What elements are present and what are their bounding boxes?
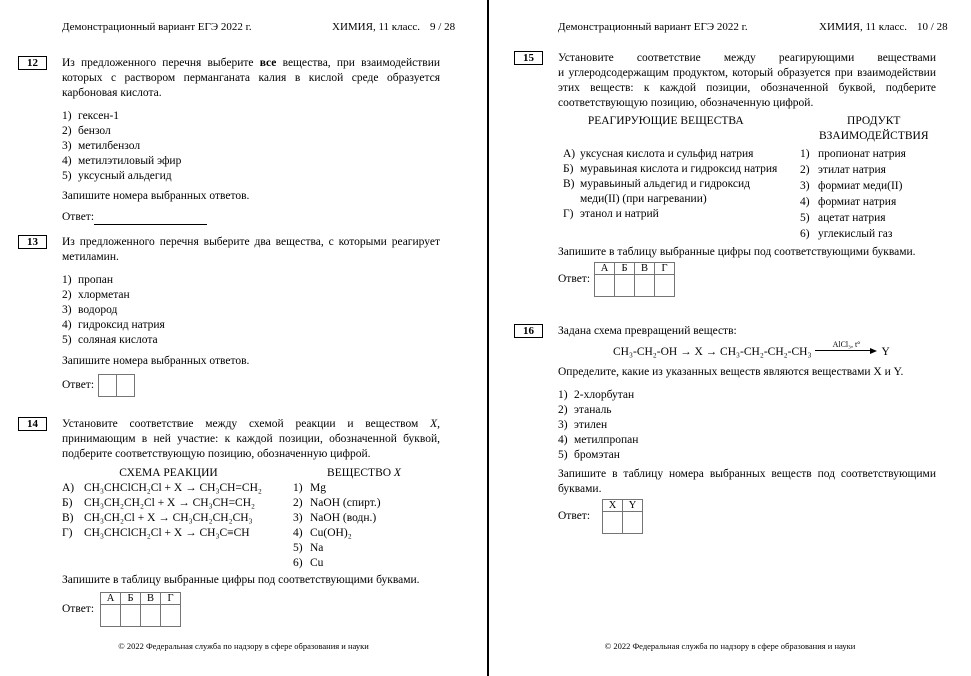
option-text: уксусный альдегид xyxy=(78,170,172,182)
product-text: формиат меди(II) xyxy=(818,180,903,192)
column-header-reactions: СХЕМА РЕАКЦИИ xyxy=(119,467,218,479)
reagent-text: муравьиная кислота и гидроксид натрия xyxy=(580,163,778,175)
reagent-text: уксусная кислота и сульфид натрия xyxy=(580,148,754,160)
header-doc-title: Демонстрационный вариант ЕГЭ 2022 г. xyxy=(558,21,748,33)
option-row xyxy=(62,109,440,124)
substance-row xyxy=(293,526,440,541)
question-13 xyxy=(27,235,440,397)
row-marker: 1) xyxy=(800,148,810,160)
substance-text: Cu(OH)₂ xyxy=(310,527,352,539)
reaction-scheme xyxy=(558,341,936,363)
option-row xyxy=(558,433,936,448)
header-page-number: 10 / 28 xyxy=(917,21,948,33)
question-16 xyxy=(523,324,936,534)
substance-text: Na xyxy=(310,542,324,554)
reaction-row xyxy=(62,481,293,496)
question-text: Установите соответствие между схемой реакции и веществом X, xyxy=(62,418,440,430)
product-row xyxy=(800,179,936,195)
option-row xyxy=(62,318,440,333)
reagent-row xyxy=(563,177,800,207)
row-marker: В) xyxy=(62,512,74,524)
option-row xyxy=(62,139,440,154)
option-marker: 5) xyxy=(62,170,72,182)
substance-text: NaOH (водн.) xyxy=(310,512,377,524)
product-row xyxy=(800,211,936,227)
question-number-box: 13 xyxy=(18,235,47,249)
reactions-column xyxy=(62,481,293,571)
reagent-row xyxy=(563,207,800,222)
option-text: метилбензол xyxy=(78,140,141,152)
option-text: этилен xyxy=(574,419,608,431)
product-text: пропионат натрия xyxy=(818,148,906,160)
option-row xyxy=(62,273,440,288)
row-marker: 3) xyxy=(293,512,303,524)
question-text: Определите, какие из указанных веществ являются веществами X и Y. xyxy=(558,366,904,378)
answer-line xyxy=(62,374,440,397)
products-column xyxy=(800,147,936,243)
option-marker: 1) xyxy=(62,274,72,286)
product-row xyxy=(800,147,936,163)
option-row xyxy=(558,403,936,418)
option-marker: 3) xyxy=(558,419,568,431)
scheme-formula: CH₃-CH₂-OH → X → CH₃-CH₂-CH₂-CH₃ xyxy=(613,346,812,358)
question-text: Из предложенного перечня выберите два вещества, с которыми реагирует xyxy=(62,236,440,248)
product-text: этилат натрия xyxy=(818,164,886,176)
reaction-formula: CH₃CHClCH₂Cl + X → CH₃C≡CH xyxy=(84,527,250,539)
option-text: метилэтиловый эфир xyxy=(78,155,182,167)
substance-row xyxy=(293,496,440,511)
option-marker: 4) xyxy=(558,434,568,446)
match-columns xyxy=(62,481,440,571)
row-marker: 6) xyxy=(800,228,810,240)
answer-table-body xyxy=(101,605,181,627)
option-text: гексен-1 xyxy=(78,110,120,122)
question-text: Из предложенного перечня выберите все вещества, при взаимодействии xyxy=(62,57,441,69)
header-subject: ХИМИЯ, 11 класс. xyxy=(819,21,908,33)
question-number-box: 12 xyxy=(18,56,47,70)
option-marker: 4) xyxy=(62,319,72,331)
option-row xyxy=(62,154,440,169)
reaction-arrow xyxy=(815,341,877,355)
option-marker: 1) xyxy=(62,110,72,122)
option-text: бензол xyxy=(78,125,111,137)
answer-table-body xyxy=(595,275,675,297)
option-text: 2-хлорбутан xyxy=(574,389,635,401)
answer-line xyxy=(62,210,440,225)
question-number-box: 15 xyxy=(514,51,543,65)
answer-table-header: А Б В Г xyxy=(101,593,181,605)
row-marker: 4) xyxy=(293,527,303,539)
answer-table-header: X Y xyxy=(603,500,643,512)
reaction-formula: CH₃CH₂CH₂Cl + X → CH₃CH=CH₂ xyxy=(84,497,256,509)
option-marker: 4) xyxy=(62,155,72,167)
option-text: этаналь xyxy=(574,404,612,416)
product-text: углекислый газ xyxy=(818,228,893,240)
question-number-box: 16 xyxy=(514,324,543,338)
question-text: этих веществ: к каждой позиции, обозначенной буквой, подберите xyxy=(558,82,936,94)
page-header-right xyxy=(819,21,948,33)
answer-label: Ответ: xyxy=(558,510,591,522)
substance-row xyxy=(293,556,440,571)
question-text: метиламин. xyxy=(62,251,119,263)
reagent-text: муравьиный альдегид и гидроксид меди(II) (при нагревании) xyxy=(580,178,751,205)
option-row xyxy=(558,388,936,403)
row-marker: Г) xyxy=(62,527,73,539)
row-marker: 5) xyxy=(293,542,303,554)
options-list xyxy=(62,109,440,184)
row-marker: Б) xyxy=(563,163,574,175)
product-text: ацетат натрия xyxy=(818,212,886,224)
options-list xyxy=(558,388,936,463)
option-row xyxy=(62,124,440,139)
question-text: которых с раствором перманганата калия в кислой среде образуется xyxy=(62,72,440,84)
answer-cells xyxy=(98,374,135,397)
header-subject: ХИМИЯ, 11 класс. xyxy=(332,21,421,33)
option-row xyxy=(558,448,936,463)
row-marker: 2) xyxy=(800,164,810,176)
row-marker: А) xyxy=(563,148,576,160)
reagent-row xyxy=(563,147,800,162)
substance-row xyxy=(293,511,440,526)
product-row xyxy=(800,227,936,243)
answer-table-header: А Б В Г xyxy=(595,263,675,275)
reaction-row xyxy=(62,496,293,511)
reagent-text: этанол и натрий xyxy=(580,208,659,220)
row-marker: Б) xyxy=(62,497,73,509)
question-14 xyxy=(27,417,440,627)
option-marker: 5) xyxy=(62,334,72,346)
option-text: бромэтан xyxy=(574,449,620,461)
option-marker: 5) xyxy=(558,449,568,461)
reaction-row xyxy=(62,511,293,526)
reaction-formula: CH₃CH₂Cl + X → CH₃CH₂CH₂CH₃ xyxy=(84,512,253,524)
option-marker: 3) xyxy=(62,140,72,152)
option-text: хлорметан xyxy=(78,289,130,301)
option-marker: 1) xyxy=(558,389,568,401)
option-marker: 2) xyxy=(558,404,568,416)
answer-instruction: Запишите в таблицу выбранные цифры под соответствующими буквами. xyxy=(62,574,420,586)
option-text: пропан xyxy=(78,274,114,286)
product-text: формиат натрия xyxy=(818,196,897,208)
question-number-box: 14 xyxy=(18,417,47,431)
option-row xyxy=(62,333,440,348)
match-column-headers xyxy=(62,466,440,481)
product-row xyxy=(800,195,936,211)
row-marker: 6) xyxy=(293,557,303,569)
match-column-headers xyxy=(558,114,936,144)
reagents-column xyxy=(558,147,800,243)
answer-line xyxy=(62,592,440,627)
option-marker: 2) xyxy=(62,125,72,137)
answer-label: Ответ: xyxy=(62,379,95,391)
question-text: карбоновая кислота. xyxy=(62,87,162,99)
row-marker: В) xyxy=(563,178,575,190)
reaction-arrow-label: AlCl₃, t° xyxy=(832,340,861,349)
options-list xyxy=(62,273,440,348)
answer-line xyxy=(558,499,936,534)
question-12 xyxy=(27,56,441,225)
substance-text: NaOH (спирт.) xyxy=(310,497,381,509)
substances-column xyxy=(293,481,440,571)
substance-text: Cu xyxy=(310,557,324,569)
answer-label: Ответ: xyxy=(558,273,591,285)
column-header-reagents: РЕАГИРУЮЩИЕ ВЕЩЕСТВА xyxy=(587,115,744,127)
answer-instruction: Запишите номера выбранных ответов. xyxy=(62,355,250,367)
question-text: подберите соответствующую позицию, обозначенную цифрой. xyxy=(62,448,371,460)
answer-line xyxy=(558,262,936,297)
row-marker: 4) xyxy=(800,196,810,208)
question-text: соответствующую позицию, обозначенную цифрой. xyxy=(558,97,814,109)
row-marker: 3) xyxy=(800,180,810,192)
page-footer: © 2022 Федеральная служба по надзору в сфере образования и науки xyxy=(604,641,856,651)
question-text: и углеродсодержащим продуктом, который образуется при взаимодействии xyxy=(558,67,936,79)
reaction-row xyxy=(62,526,293,541)
row-marker: 1) xyxy=(293,482,303,494)
page-header-right xyxy=(332,21,455,33)
option-text: водород xyxy=(78,304,118,316)
option-row xyxy=(62,303,440,318)
product-row xyxy=(800,163,936,179)
reaction-formula: CH₃CHClCH₂Cl + X → CH₃CH=CH₂ xyxy=(84,482,262,494)
option-text: соляная кислота xyxy=(78,334,158,346)
answer-instruction: Запишите номера выбранных ответов. xyxy=(62,190,250,202)
scheme-product: Y xyxy=(881,346,890,358)
answer-table-body xyxy=(603,512,643,534)
page-footer: © 2022 Федеральная служба по надзору в сфере образования и науки xyxy=(118,641,369,651)
answer-table xyxy=(602,499,643,534)
option-text: метилпропан xyxy=(574,434,639,446)
option-row xyxy=(558,418,936,433)
row-marker: 2) xyxy=(293,497,303,509)
option-marker: 2) xyxy=(62,289,72,301)
variable-x: X, xyxy=(430,418,440,430)
column-header-product: ПРОДУКТ ВЗАИМОДЕЙСТВИЯ xyxy=(818,115,929,142)
row-marker: Г) xyxy=(563,208,574,220)
option-text: гидроксид натрия xyxy=(78,319,165,331)
question-text: Установите соответствие между реагирующими веществами xyxy=(558,52,936,64)
match-columns xyxy=(558,147,936,243)
question-15 xyxy=(523,51,936,297)
answer-instruction: Запишите в таблицу выбранные цифры под соответствующими буквами. xyxy=(558,246,916,258)
substance-row xyxy=(293,481,440,496)
answer-label: Ответ: xyxy=(62,211,95,223)
answer-instruction: Запишите в таблицу номера выбранных веществ под соответствующими буквами. xyxy=(558,468,936,495)
variable-x: X xyxy=(393,467,401,479)
answer-underline xyxy=(94,211,207,225)
row-marker: 5) xyxy=(800,212,810,224)
answer-table xyxy=(100,592,181,627)
page-right xyxy=(489,0,971,676)
reagent-row xyxy=(563,162,800,177)
answer-cell xyxy=(98,374,117,397)
question-text: принимающим в ней участие: к каждой позиции, обозначенной буквой, xyxy=(62,433,440,445)
question-text: Задана схема превращений веществ: xyxy=(558,325,737,337)
answer-label: Ответ: xyxy=(62,603,95,615)
substance-row xyxy=(293,541,440,556)
option-row xyxy=(62,288,440,303)
header-page-number: 9 / 28 xyxy=(430,21,456,33)
option-marker: 3) xyxy=(62,304,72,316)
substance-text: Mg xyxy=(310,482,326,494)
answer-cell xyxy=(116,374,135,397)
header-doc-title: Демонстрационный вариант ЕГЭ 2022 г. xyxy=(62,21,252,33)
column-header-substance: ВЕЩЕСТВО X xyxy=(327,467,401,479)
option-row xyxy=(62,169,440,184)
answer-table xyxy=(594,262,675,297)
row-marker: А) xyxy=(62,482,75,494)
